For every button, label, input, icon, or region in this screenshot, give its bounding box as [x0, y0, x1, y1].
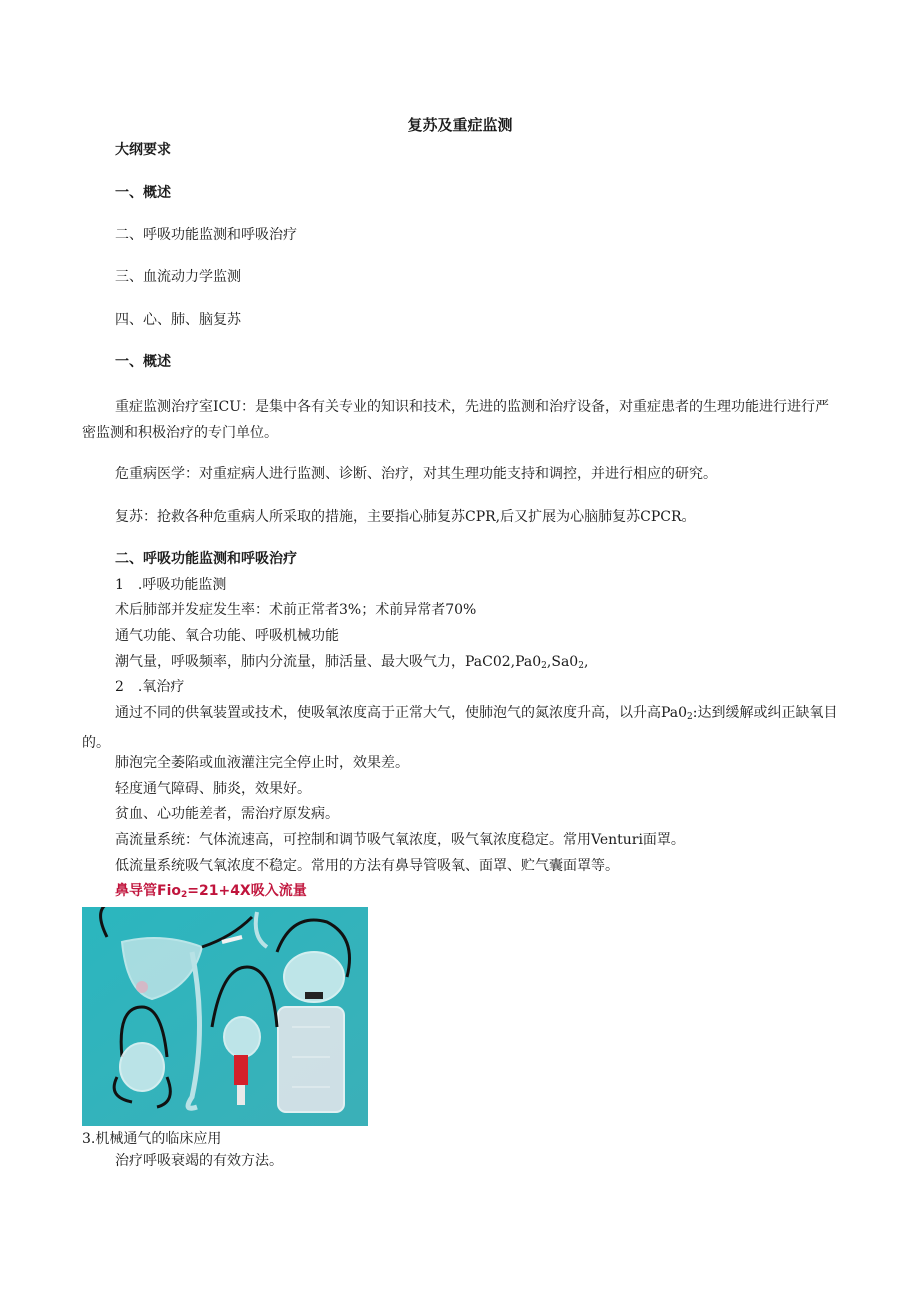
outline-item: 四、心、肺、脑复苏 [115, 312, 241, 328]
subsection-title: 2 .氧治疗 [115, 679, 185, 695]
text-line: 低流量系统吸气氧浓度不稳定。常用的方法有鼻导管吸氧、面罩、贮气囊面罩等。 [115, 858, 619, 874]
outline-heading: 大纲要求 [115, 142, 171, 158]
subsection-title: 3.机械通气的临床应用 [82, 1131, 222, 1147]
paragraph-critical-care: 危重病医学：对重症病人进行监测、诊断、治疗，对其生理功能支持和调控，并进行相应的研究。 [115, 466, 717, 482]
section-heading: 二、呼吸功能监测和呼吸治疗 [115, 551, 297, 567]
page-title: 复苏及重症监测 [407, 116, 513, 134]
paragraph-resuscitation: 复苏：抢救各种危重病人所采取的措施，主要指心肺复苏CPR,后又扩展为心脑肺复苏CPCR。 [115, 509, 696, 525]
text-line: 肺泡完全萎陷或血液灌注完全停止时，效果差。 [115, 755, 409, 771]
text-line: 治疗呼吸衰竭的有效方法。 [115, 1153, 283, 1169]
oxygen-masks-photo [82, 907, 368, 1126]
text-line: 高流量系统：气体流速高，可控制和调节吸气氧浓度，吸气氧浓度稳定。常用Venturi面罩。 [115, 832, 685, 848]
text-line: 通气功能、氧合功能、呼吸机械功能 [115, 628, 339, 644]
text-line: 贫血、心功能差者，需治疗原发病。 [115, 806, 339, 822]
outline-item: 二、呼吸功能监测和呼吸治疗 [115, 227, 297, 243]
text-line: 潮气量，呼吸频率，肺内分流量，肺活量、最大吸气力，$PaC02,Pa0_2,Sa0_2$, [115, 654, 589, 671]
outline-item: 一、概述 [115, 185, 171, 201]
paragraph-oxygen-therapy: 通过不同的供氧装置或技术，使吸氧浓度高于正常大气，使肺泡气的氮浓度升高，以升高$Pa0_2$:达到缓解或纠正缺氧目的。 [82, 705, 838, 751]
text-line: 轻度通气障碍、肺炎，效果好。 [115, 781, 311, 797]
nasal-cannula-formula: 鼻导管Fio$_2$=21+4X吸入流量 [115, 883, 307, 900]
text-line: 术后肺部并发症发生率：术前正常者3%；术前异常者70% [115, 602, 477, 618]
section-heading: 一、概述 [115, 354, 171, 370]
subsection-title: 1 .呼吸功能监测 [115, 577, 227, 593]
outline-item: 三、血流动力学监测 [115, 269, 241, 285]
paragraph-icu: 重症监测治疗室ICU：是集中各有关专业的知识和技术，先进的监测和治疗设备，对重症患者的生理功能进行进行严密监测和积极治疗的专门单位。 [82, 399, 830, 441]
